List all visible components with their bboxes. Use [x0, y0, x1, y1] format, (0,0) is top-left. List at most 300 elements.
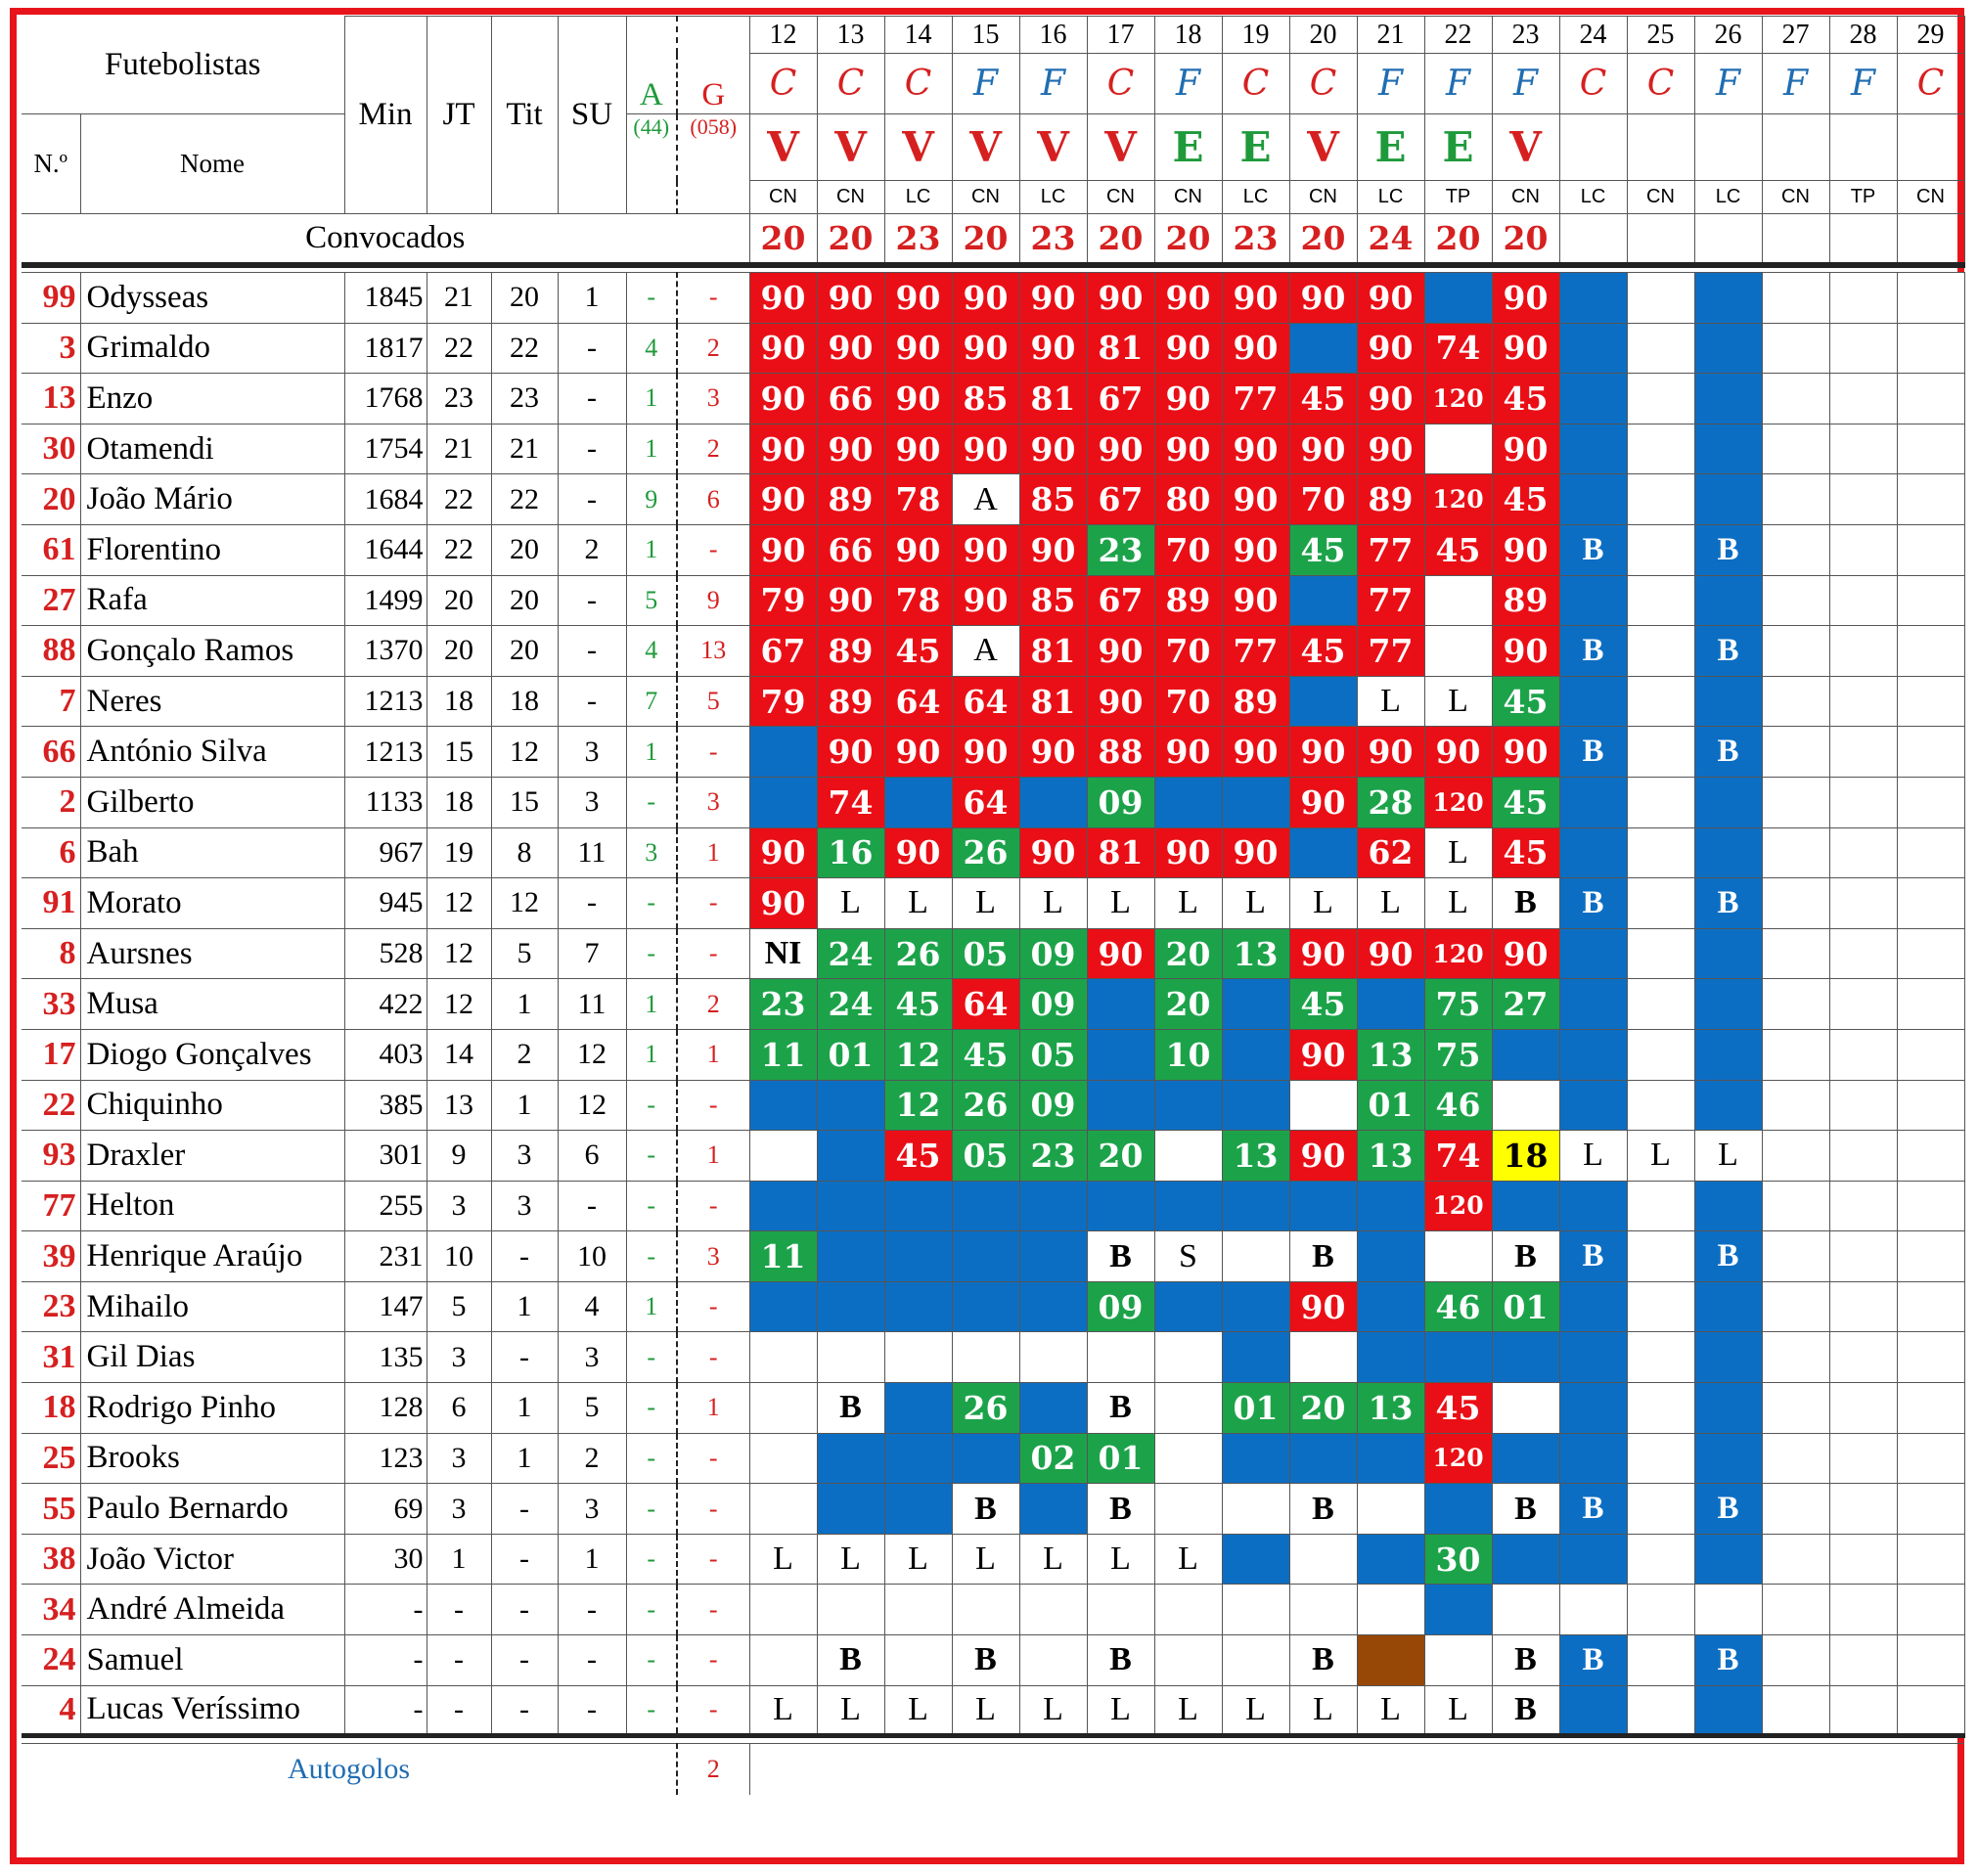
player-goals: 1 [677, 1383, 749, 1434]
match-cell: 05 [1019, 1029, 1087, 1080]
match-cell: 90 [1492, 626, 1559, 677]
match-cell: 45 [1492, 827, 1559, 878]
match-cell [1627, 878, 1694, 929]
player-goals: - [677, 1585, 749, 1635]
match-cell [1627, 424, 1694, 474]
round-competition: CN [1762, 181, 1829, 214]
match-cell [1357, 1433, 1424, 1484]
match-cell [817, 1433, 884, 1484]
player-name: Chiquinho [80, 1080, 344, 1131]
match-cell: B [1492, 1231, 1559, 1282]
match-cell: B [1694, 727, 1762, 778]
match-cell [1627, 1534, 1694, 1585]
round-called-up: 23 [884, 214, 952, 265]
round-competition: TP [1829, 181, 1897, 214]
player-name: Lucas Veríssimo [80, 1685, 344, 1736]
match-cell [1897, 727, 1964, 778]
match-cell [1829, 1585, 1897, 1635]
round-called-up [1897, 214, 1964, 265]
match-cell [1829, 1281, 1897, 1332]
match-cell [1424, 626, 1492, 677]
match-cell [884, 1484, 952, 1535]
player-assists: 5 [626, 575, 677, 626]
round-venue: C [1897, 54, 1964, 114]
match-cell: 45 [884, 626, 952, 677]
match-cell: 90 [749, 273, 817, 324]
round-result: V [1019, 114, 1087, 181]
own-goals-label: Autogolos [22, 1744, 677, 1795]
match-cell: 90 [1019, 727, 1087, 778]
match-cell: L [952, 878, 1019, 929]
match-cell [1627, 575, 1694, 626]
match-cell: L [1357, 878, 1424, 929]
round-result [1897, 114, 1964, 181]
match-cell: B [1694, 1484, 1762, 1535]
match-cell: 45 [1289, 979, 1357, 1030]
player-assists: - [626, 1332, 677, 1383]
match-cell: 90 [1357, 928, 1424, 979]
match-cell: B [1087, 1383, 1154, 1434]
player-goals: - [677, 1635, 749, 1686]
match-cell: 90 [1087, 676, 1154, 727]
match-cell: B [952, 1484, 1019, 1535]
match-cell: 01 [1222, 1383, 1289, 1434]
match-cell: L [817, 1534, 884, 1585]
round-venue: F [1829, 54, 1897, 114]
player-minutes: - [344, 1585, 427, 1635]
match-cell: 90 [1019, 323, 1087, 374]
match-cell: 81 [1019, 676, 1087, 727]
own-goals-value: 2 [677, 1744, 749, 1795]
match-cell: 90 [952, 424, 1019, 474]
player-minutes: 147 [344, 1281, 427, 1332]
match-cell [1897, 1281, 1964, 1332]
player-starts: 22 [491, 323, 558, 374]
player-name: Draxler [80, 1131, 344, 1182]
match-cell: 67 [1087, 474, 1154, 525]
match-cell [884, 1585, 952, 1635]
convocados-label: Convocados [22, 214, 749, 265]
match-cell: L [884, 1685, 952, 1736]
match-cell: 90 [1289, 273, 1357, 324]
match-cell: 90 [1289, 1281, 1357, 1332]
match-cell [1829, 1080, 1897, 1131]
round-result: E [1357, 114, 1424, 181]
player-assists: - [626, 1383, 677, 1434]
player-number: 4 [22, 1685, 80, 1736]
match-cell [1424, 575, 1492, 626]
player-number: 27 [22, 575, 80, 626]
match-cell: 11 [749, 1029, 817, 1080]
player-goals: 1 [677, 827, 749, 878]
match-cell: 74 [1424, 1131, 1492, 1182]
round-competition: CN [1154, 181, 1222, 214]
match-cell: 90 [884, 827, 952, 878]
match-cell [1154, 1484, 1222, 1535]
match-cell: 01 [817, 1029, 884, 1080]
match-cell: B [817, 1383, 884, 1434]
match-cell [1289, 1433, 1357, 1484]
tit-header: Tit [491, 17, 558, 214]
match-cell [1829, 1181, 1897, 1231]
player-name: Samuel [80, 1635, 344, 1686]
match-cell [952, 1181, 1019, 1231]
match-cell: L [1424, 676, 1492, 727]
match-cell [952, 1231, 1019, 1282]
match-cell [1559, 374, 1627, 424]
match-cell: B [1559, 727, 1627, 778]
match-cell [817, 1181, 884, 1231]
match-cell: 46 [1424, 1080, 1492, 1131]
match-cell [1087, 1585, 1154, 1635]
match-cell: 16 [817, 827, 884, 878]
match-cell: 13 [1222, 1131, 1289, 1182]
player-games: 15 [427, 727, 491, 778]
assists-total: (44) [626, 114, 677, 214]
match-cell: 12 [884, 1029, 952, 1080]
player-number: 23 [22, 1281, 80, 1332]
match-cell [1627, 626, 1694, 677]
player-subs: 3 [558, 727, 626, 778]
round-called-up [1559, 214, 1627, 265]
player-subs: - [558, 575, 626, 626]
match-cell [1829, 1534, 1897, 1585]
round-venue: F [1492, 54, 1559, 114]
match-cell [1694, 1029, 1762, 1080]
match-cell [749, 1484, 817, 1535]
round-called-up [1762, 214, 1829, 265]
match-cell [1424, 1484, 1492, 1535]
match-cell: 28 [1357, 777, 1424, 827]
match-cell: 90 [1289, 727, 1357, 778]
match-cell: L [952, 1685, 1019, 1736]
match-cell: 74 [1424, 323, 1492, 374]
player-minutes: 967 [344, 827, 427, 878]
match-cell [1762, 777, 1829, 827]
player-minutes: 301 [344, 1131, 427, 1182]
match-cell: 89 [817, 676, 884, 727]
player-assists: - [626, 1181, 677, 1231]
player-subs: - [558, 626, 626, 677]
match-cell [1694, 676, 1762, 727]
match-cell [1762, 374, 1829, 424]
match-cell: 24 [817, 979, 884, 1030]
round-result [1762, 114, 1829, 181]
match-cell: 45 [1424, 524, 1492, 575]
player-minutes: 1684 [344, 474, 427, 525]
match-cell: 45 [1289, 374, 1357, 424]
match-cell: 13 [1357, 1029, 1424, 1080]
match-cell [884, 1332, 952, 1383]
match-cell [1559, 1534, 1627, 1585]
match-cell: 90 [1289, 1029, 1357, 1080]
round-number: 14 [884, 17, 952, 54]
player-assists: - [626, 777, 677, 827]
match-cell [1559, 323, 1627, 374]
match-cell [1559, 827, 1627, 878]
match-cell: 79 [749, 575, 817, 626]
match-cell: 70 [1154, 626, 1222, 677]
match-cell: 12 [884, 1080, 952, 1131]
match-cell [1222, 1484, 1289, 1535]
match-cell: 45 [1492, 777, 1559, 827]
match-cell [1627, 727, 1694, 778]
match-cell: B [1289, 1231, 1357, 1282]
match-cell: 45 [1424, 1383, 1492, 1434]
player-games: 21 [427, 273, 491, 324]
round-result [1627, 114, 1694, 181]
match-cell [1762, 827, 1829, 878]
match-cell: 90 [1154, 374, 1222, 424]
player-starts: 21 [491, 424, 558, 474]
match-cell: 89 [1222, 676, 1289, 727]
round-competition: CN [1289, 181, 1357, 214]
match-cell: 67 [1087, 374, 1154, 424]
match-cell [1762, 928, 1829, 979]
match-cell [1829, 1332, 1897, 1383]
match-cell [1559, 777, 1627, 827]
match-cell: 75 [1424, 1029, 1492, 1080]
player-minutes: 1754 [344, 424, 427, 474]
player-subs: - [558, 1181, 626, 1231]
match-cell: 88 [1087, 727, 1154, 778]
player-assists: - [626, 1131, 677, 1182]
match-cell: 90 [1492, 727, 1559, 778]
round-venue: F [1154, 54, 1222, 114]
match-cell: 90 [1019, 827, 1087, 878]
match-cell: 45 [1289, 626, 1357, 677]
round-called-up [1829, 214, 1897, 265]
round-result: V [952, 114, 1019, 181]
player-starts: 23 [491, 374, 558, 424]
match-cell [1897, 1231, 1964, 1282]
match-cell [1289, 1181, 1357, 1231]
match-cell: 01 [1357, 1080, 1424, 1131]
footer-gap [22, 1736, 1964, 1744]
match-cell: 09 [1019, 928, 1087, 979]
player-name: Otamendi [80, 424, 344, 474]
match-cell [1222, 1433, 1289, 1484]
match-cell [1019, 1332, 1087, 1383]
round-result: V [749, 114, 817, 181]
player-name: Rafa [80, 575, 344, 626]
player-games: 12 [427, 878, 491, 929]
player-assists: - [626, 1484, 677, 1535]
match-cell [1492, 1029, 1559, 1080]
player-name: João Mário [80, 474, 344, 525]
match-cell [1829, 827, 1897, 878]
match-cell [1694, 928, 1762, 979]
match-cell: 85 [1019, 575, 1087, 626]
round-venue: C [749, 54, 817, 114]
player-number: 66 [22, 727, 80, 778]
player-subs: 2 [558, 1433, 626, 1484]
match-cell: L [817, 878, 884, 929]
match-cell: 45 [884, 979, 952, 1030]
player-subs: - [558, 1635, 626, 1686]
match-cell: 45 [952, 1029, 1019, 1080]
match-cell: B [1087, 1484, 1154, 1535]
player-number: 6 [22, 827, 80, 878]
match-cell [817, 1281, 884, 1332]
match-cell: B [1559, 1231, 1627, 1282]
player-goals: 2 [677, 424, 749, 474]
match-cell [1627, 1585, 1694, 1635]
player-starts: 1 [491, 1383, 558, 1434]
player-number: 18 [22, 1383, 80, 1434]
match-cell [1019, 1181, 1087, 1231]
match-cell: 89 [1154, 575, 1222, 626]
match-cell: 20 [1154, 928, 1222, 979]
player-games: - [427, 1635, 491, 1686]
round-competition: LC [884, 181, 952, 214]
player-minutes: 528 [344, 928, 427, 979]
player-assists: 1 [626, 979, 677, 1030]
match-cell: L [817, 1685, 884, 1736]
match-cell [1897, 575, 1964, 626]
match-cell [1627, 928, 1694, 979]
round-competition: CN [1087, 181, 1154, 214]
player-row [22, 1332, 1964, 1383]
player-number: 55 [22, 1484, 80, 1535]
player-name: Helton [80, 1181, 344, 1231]
round-result [1559, 114, 1627, 181]
match-cell [1424, 1231, 1492, 1282]
player-number: 22 [22, 1080, 80, 1131]
player-starts: - [491, 1332, 558, 1383]
match-cell [1019, 777, 1087, 827]
player-row [22, 727, 1964, 778]
player-minutes: 30 [344, 1534, 427, 1585]
round-result [1829, 114, 1897, 181]
player-assists: 1 [626, 727, 677, 778]
match-cell [1492, 1433, 1559, 1484]
match-cell: 11 [749, 1231, 817, 1282]
match-cell [1627, 827, 1694, 878]
player-goals: 1 [677, 1029, 749, 1080]
player-row [22, 1635, 1964, 1686]
round-called-up: 23 [1019, 214, 1087, 265]
match-cell [1222, 979, 1289, 1030]
match-cell [1627, 1635, 1694, 1686]
match-cell: B [1559, 1484, 1627, 1535]
match-cell [1897, 374, 1964, 424]
match-cell [1829, 1484, 1897, 1535]
match-cell [1559, 575, 1627, 626]
match-cell: 05 [952, 928, 1019, 979]
player-subs: 5 [558, 1383, 626, 1434]
match-cell: 20 [1087, 1131, 1154, 1182]
player-goals: 1 [677, 1131, 749, 1182]
match-cell: 45 [1492, 374, 1559, 424]
player-assists: 1 [626, 424, 677, 474]
match-cell [1829, 727, 1897, 778]
player-row [22, 273, 1964, 324]
player-name: Brooks [80, 1433, 344, 1484]
match-cell [1897, 1131, 1964, 1182]
player-goals: 2 [677, 323, 749, 374]
player-starts: 15 [491, 777, 558, 827]
match-cell: 90 [1087, 424, 1154, 474]
match-cell [1694, 424, 1762, 474]
match-cell: 64 [952, 777, 1019, 827]
player-starts: 20 [491, 524, 558, 575]
match-cell: 90 [1154, 424, 1222, 474]
round-number: 24 [1559, 17, 1627, 54]
player-games: 21 [427, 424, 491, 474]
match-cell [1424, 1585, 1492, 1635]
match-cell [1897, 878, 1964, 929]
player-subs: 11 [558, 827, 626, 878]
player-minutes: 1845 [344, 273, 427, 324]
player-starts: - [491, 1585, 558, 1635]
match-cell: B [1694, 878, 1762, 929]
player-minutes: 422 [344, 979, 427, 1030]
match-cell [1627, 777, 1694, 827]
match-cell [1694, 827, 1762, 878]
match-cell [884, 1281, 952, 1332]
match-cell: B [1559, 626, 1627, 677]
round-venue: F [952, 54, 1019, 114]
match-cell [1019, 1231, 1087, 1282]
match-cell [1829, 1383, 1897, 1434]
match-cell: B [817, 1635, 884, 1686]
round-venue: F [1357, 54, 1424, 114]
player-number: 91 [22, 878, 80, 929]
match-cell [1357, 1534, 1424, 1585]
match-cell [1289, 1585, 1357, 1635]
match-cell: B [1492, 878, 1559, 929]
match-cell: L [749, 1685, 817, 1736]
match-cell [1762, 1534, 1829, 1585]
match-cell: 09 [1087, 1281, 1154, 1332]
match-cell: B [1492, 1484, 1559, 1535]
player-goals: - [677, 727, 749, 778]
match-cell: 46 [1424, 1281, 1492, 1332]
match-cell: 90 [1289, 1131, 1357, 1182]
match-cell: 23 [1019, 1131, 1087, 1182]
player-games: 20 [427, 575, 491, 626]
round-competition: CN [1897, 181, 1964, 214]
player-row [22, 524, 1964, 575]
match-cell: 90 [1019, 524, 1087, 575]
match-cell: 90 [1222, 827, 1289, 878]
match-cell: 85 [1019, 474, 1087, 525]
player-subs: - [558, 1685, 626, 1736]
player-assists: - [626, 1534, 677, 1585]
match-cell [1019, 1484, 1087, 1535]
match-cell: L [1019, 878, 1087, 929]
player-games: 1 [427, 1534, 491, 1585]
match-cell [1762, 979, 1829, 1030]
match-cell [1897, 626, 1964, 677]
match-cell: 90 [1357, 273, 1424, 324]
player-games: 22 [427, 323, 491, 374]
player-name: Paulo Bernardo [80, 1484, 344, 1535]
match-cell [749, 777, 817, 827]
match-cell [1829, 777, 1897, 827]
squad-stats-sheet [22, 16, 1965, 1795]
match-cell [1154, 1383, 1222, 1434]
player-minutes: - [344, 1635, 427, 1686]
player-starts: 2 [491, 1029, 558, 1080]
match-cell [1424, 273, 1492, 324]
match-cell: 90 [1424, 727, 1492, 778]
player-assists: 4 [626, 323, 677, 374]
round-called-up: 20 [817, 214, 884, 265]
player-minutes: 1817 [344, 323, 427, 374]
match-cell [1829, 626, 1897, 677]
